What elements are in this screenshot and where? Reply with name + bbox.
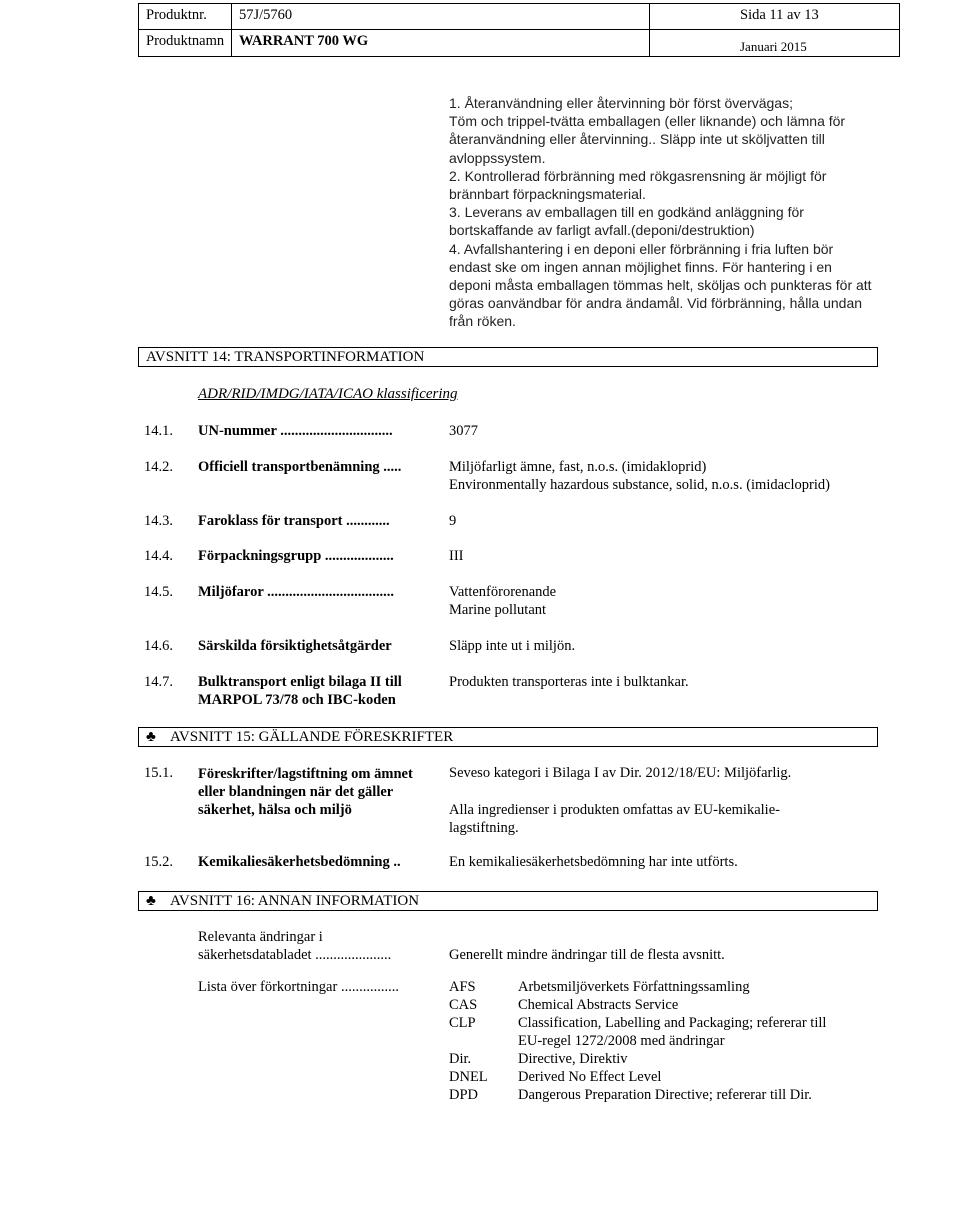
environmental-hazards-value: Vattenförorenande (449, 584, 557, 600)
disposal-line: 2. Kontrollerad förbränning med rökgasrensning är möjligt för (449, 167, 827, 184)
section-16-header (138, 891, 878, 911)
abbreviation-desc: Classification, Labelling and Packaging; refererar till (518, 1015, 827, 1031)
un-number-value: 3077 (449, 423, 478, 439)
hazard-class-value: 9 (449, 513, 457, 529)
chemical-safety-assessment-label: Kemikaliesäkerhetsbedömning .. (198, 854, 401, 870)
abbreviation-desc-line2: EU-regel 1272/2008 med ändringar (518, 1033, 725, 1049)
special-precautions-value: Släpp inte ut i miljön. (449, 638, 576, 654)
bulk-transport-label-line2: MARPOL 73/78 och IBC-koden (198, 692, 396, 708)
disposal-text (449, 94, 879, 331)
section-15-header (138, 727, 878, 747)
transport-classification-subtitle: ADR/RID/IMDG/IATA/ICAO klassificering (198, 386, 458, 402)
shipping-name-value-en: Environmentally hazardous substance, solid, n.o.s. (imidacloprid) (449, 477, 830, 493)
ingredients-value (449, 801, 780, 837)
regulations-label-line: eller blandningen när det gäller (198, 784, 394, 800)
abbreviations-label: Lista över förkortningar ................ (198, 979, 399, 995)
hazard-class-label: Faroklass för transport ............ (198, 513, 390, 529)
document-date: Januari 2015 (740, 39, 807, 54)
disposal-line: 1. Återanvändning eller återvinning bör först övervägas; (449, 95, 793, 111)
disposal-line: deponi måsta emballagen tömmas helt, sköljas och punkteras för att (449, 277, 872, 294)
section-14-header (138, 347, 878, 367)
product-no: 57J/5760 (232, 4, 650, 30)
disposal-line: endast ske om ingen annan möjlighet finns. För hantering i en (449, 258, 832, 275)
product-name-label: Produktnamn (139, 30, 232, 56)
disposal-line: Töm och trippel-tvätta emballagen (eller liknande) och lämna för (449, 113, 846, 130)
abbreviation-desc: Derived No Effect Level (518, 1069, 662, 1085)
item-number: 15.2. (144, 854, 173, 870)
regulations-label-line: Föreskrifter/lagstiftning om ämnet (198, 766, 413, 782)
disposal-line: bortskaffande av farligt avfall.(deponi/destruktion) (449, 222, 755, 239)
item-number: 14.4. (144, 548, 173, 564)
special-precautions-label: Särskilda försiktighetsåtgärder (198, 638, 392, 654)
product-name: WARRANT 700 WG (232, 30, 650, 56)
environmental-hazards-value-en: Marine pollutant (449, 602, 547, 618)
bulk-transport-value: Produkten transporteras inte i bulktankar. (449, 674, 689, 690)
disposal-line: 4. Avfallshantering i en deponi eller förbränning i fria luften bör (449, 240, 834, 257)
disposal-line: 3. Leverans av emballagen till en godkänd anläggning för (449, 204, 804, 221)
item-number: 14.5. (144, 584, 173, 600)
packing-group-label: Förpackningsgrupp ................... (198, 548, 394, 564)
section-16-title: AVSNITT 16: ANNAN INFORMATION (170, 893, 420, 909)
environmental-hazards-label: Miljöfaror ................................... (198, 584, 394, 600)
changes-value: Generellt mindre ändringar till de flesta avsnitt. (449, 947, 725, 963)
bulk-transport-label: Bulktransport enligt bilaga II till (198, 674, 402, 690)
packing-group-value: III (449, 548, 464, 564)
abbreviation-code: DNEL (449, 1069, 488, 1085)
product-no-label: Produktnr. (139, 4, 232, 30)
abbreviation-desc: Dangerous Preparation Directive; refererar till Dir. (518, 1087, 812, 1103)
ingredients-line: Alla ingredienser i produkten omfattas av EU-kemikalie- (449, 802, 780, 818)
abbreviation-desc: Arbetsmiljöverkets Författningssamling (518, 979, 750, 995)
section-15-title: AVSNITT 15: GÄLLANDE FÖRESKRIFTER (170, 729, 454, 745)
changes-label-line1: Relevanta ändringar i (198, 929, 323, 945)
disposal-line: brännbart förpackningsmaterial. (449, 186, 646, 203)
club-icon: ♣ (146, 893, 156, 909)
regulations-label-line: säkerhet, hälsa och miljö (198, 802, 352, 818)
abbreviation-code: DPD (449, 1087, 479, 1103)
abbreviation-desc: Chemical Abstracts Service (518, 997, 679, 1013)
disposal-line: från röken. (449, 313, 516, 330)
document-header (138, 3, 900, 57)
abbreviation-code: CAS (449, 997, 478, 1013)
ingredients-line: lagstiftning. (449, 820, 519, 836)
abbreviation-code: AFS (449, 979, 476, 995)
un-number-label: UN-nummer ............................... (198, 423, 393, 439)
shipping-name-label: Officiell transportbenämning ..... (198, 459, 402, 475)
shipping-name-value: Miljöfarligt ämne, fast, n.o.s. (imidakloprid) (449, 459, 707, 475)
item-number: 14.1. (144, 423, 173, 439)
seveso-value: Seveso kategori i Bilaga I av Dir. 2012/18/EU: Miljöfarlig. (449, 765, 792, 781)
abbreviation-desc: Directive, Direktiv (518, 1051, 628, 1067)
item-number: 15.1. (144, 765, 173, 781)
disposal-line: återanvändning eller återvinning.. Släpp inte ut sköljvatten till (449, 131, 825, 148)
item-number: 14.3. (144, 513, 173, 529)
regulations-label (198, 765, 413, 819)
page-number: Sida 11 av 13 (650, 4, 899, 30)
chemical-safety-assessment-value: En kemikaliesäkerhetsbedömning har inte utförts. (449, 854, 738, 870)
disposal-line: avloppssystem. (449, 149, 546, 166)
item-number: 14.6. (144, 638, 173, 654)
section-14-title: AVSNITT 14: TRANSPORTINFORMATION (146, 349, 425, 365)
item-number: 14.2. (144, 459, 173, 475)
disposal-line: göras oanvändbar för andra ändamål. Vid förbränning, hålla undan (449, 295, 863, 312)
changes-label-line2: säkerhetsdatabladet ..................... (198, 947, 392, 963)
item-number: 14.7. (144, 674, 173, 690)
abbreviation-code: Dir. (449, 1051, 472, 1067)
club-icon: ♣ (146, 729, 156, 745)
abbreviation-code: CLP (449, 1015, 476, 1031)
